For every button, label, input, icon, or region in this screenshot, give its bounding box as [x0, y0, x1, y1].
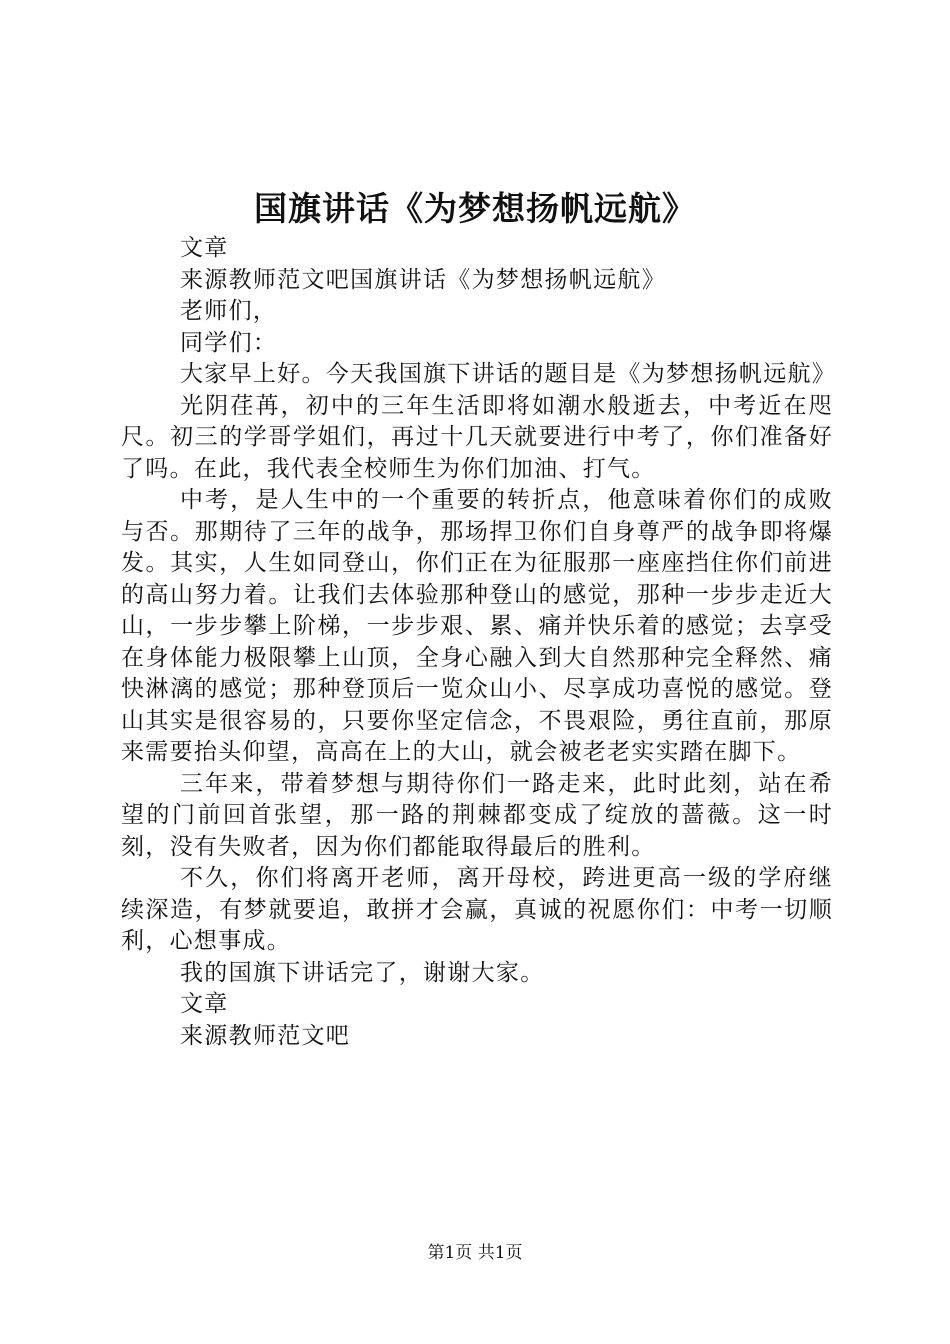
greeting-students: 同学们：	[180, 329, 278, 356]
greeting-teachers: 老师们，	[180, 298, 278, 324]
page-footer: 第1页 共1页	[427, 1243, 523, 1263]
paragraph-closing: 我的国旗下讲话完了，谢谢大家。	[180, 959, 545, 986]
paragraph-time: 光阴荏苒，初中的三年生活即将如潮水般逝去，中考近在咫尺。初三的学哥学姐们，再过十几天就要进行中考了，你们准备好了吗。在此，我代表全校师生为你们加油、打气。	[121, 392, 833, 482]
document-title: 国旗讲话《为梦想扬帆远航》	[254, 189, 696, 228]
paragraph-source: 来源教师范文吧国旗讲话《为梦想扬帆远航》	[180, 266, 666, 293]
paragraph-source-end: 来源教师范文吧	[180, 1022, 351, 1049]
paragraph-exam: 中考，是人生中的一个重要的转折点，他意味着你们的成败与否。那期待了三年的战争，那场捍卫你们自身尊严的战争即将爆发。其实，人生如同登山，你们正在为征服那一座座挡住你们前进的高山努力着。让我们去体验那种登山的感觉，那种一步步走近大山，一步步攀上阶梯，一步步艰、累、痛并快乐着的感觉；去享受在身体能力极限攀上山顶，全身心融入到大自然那种完全释然、痛快淋漓的感觉；那种登顶后一览众山小、尽享成功喜悦的感觉。登山其实是很容易的，只要你坚定信念，不畏艰险，勇往直前，那原来需要抬头仰望，高高在上的大山，就会被老老实实踏在脚下。	[121, 487, 833, 765]
paragraph-source-label: 文章	[180, 235, 229, 261]
paragraph-three-years: 三年来，带着梦想与期待你们一路走来，此时此刻，站在希望的门前回首张望，那一路的荆棘都变成了绽放的蔷薇。这一时刻，没有失败者，因为你们都能取得最后的胜利。	[121, 770, 833, 860]
paragraph-source-label-end: 文章	[180, 991, 229, 1017]
paragraph-intro: 大家早上好。今天我国旗下讲话的题目是《为梦想扬帆远航》	[180, 361, 837, 387]
document-body	[121, 233, 837, 1052]
paragraph-farewell: 不久，你们将离开老师，离开母校，跨进更高一级的学府继续深造，有梦就要追，敢拼才会赢，真诚的祝愿你们：中考一切顺利，心想事成。	[121, 865, 833, 954]
